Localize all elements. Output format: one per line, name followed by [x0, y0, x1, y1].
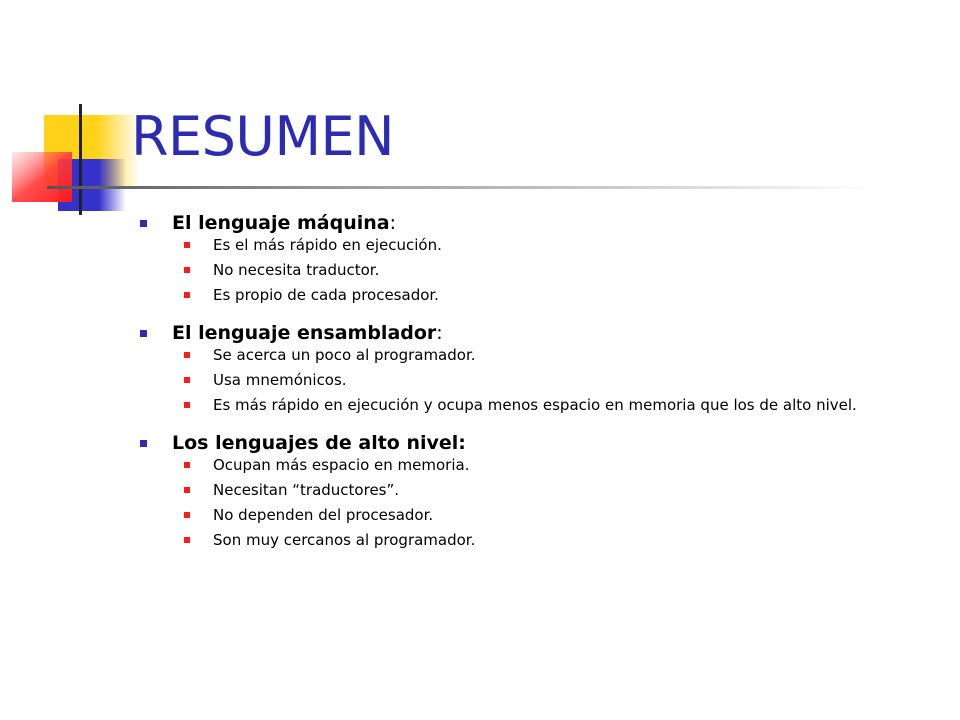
- list-item: [140, 347, 930, 363]
- heading-suffix: :: [389, 212, 397, 234]
- list-item-text: No dependen del procesador.: [213, 506, 434, 524]
- square-bullet-icon: [184, 487, 190, 493]
- list-item: [140, 507, 930, 523]
- section-heading: [140, 209, 930, 237]
- heading-text: El lenguaje ensamblador: [172, 322, 437, 344]
- square-bullet-icon: [184, 292, 190, 298]
- list-item: [140, 237, 930, 253]
- list-item-text: No necesita traductor.: [213, 261, 380, 279]
- list-item-text: Necesitan “traductores”.: [213, 481, 400, 499]
- section-machine-language: [140, 209, 930, 303]
- list-item-text: Ocupan más espacio en memoria.: [213, 456, 470, 474]
- heading-text: Los lenguajes de alto nivel:: [172, 432, 466, 454]
- section-heading: [140, 429, 930, 457]
- corner-decoration: [0, 0, 140, 230]
- section-heading: [140, 319, 930, 347]
- square-bullet-icon: [140, 330, 147, 337]
- square-bullet-icon: [140, 220, 147, 227]
- square-bullet-icon: [184, 267, 190, 273]
- list-item: [140, 287, 930, 303]
- heading-suffix: :: [436, 322, 443, 344]
- section-assembly-language: [140, 319, 930, 413]
- heading-text: El lenguaje máquina: [172, 212, 390, 234]
- list-item: [140, 262, 930, 278]
- square-bullet-icon: [184, 462, 190, 468]
- list-item: [140, 532, 930, 548]
- list-item-text: Usa mnemónicos.: [213, 371, 347, 389]
- vertical-line: [79, 104, 82, 215]
- list-item-text: Es el más rápido en ejecución.: [213, 236, 442, 254]
- list-item: [140, 372, 930, 388]
- list-item-text: Es propio de cada procesador.: [213, 286, 439, 304]
- list-item-text: Son muy cercanos al programador.: [213, 531, 476, 549]
- square-bullet-icon: [140, 440, 147, 447]
- list-item: [140, 482, 930, 498]
- section-high-level-languages: [140, 429, 930, 548]
- square-bullet-icon: [184, 377, 190, 383]
- list-item: [140, 397, 930, 413]
- red-square: [12, 152, 72, 202]
- square-bullet-icon: [184, 242, 190, 248]
- square-bullet-icon: [184, 352, 190, 358]
- square-bullet-icon: [184, 512, 190, 518]
- list-item-text: Es más rápido en ejecución y ocupa menos espacio en memoria que los de alto nivel.: [213, 396, 857, 414]
- square-bullet-icon: [184, 402, 190, 408]
- bullet-list: [140, 209, 930, 564]
- list-item: [140, 457, 930, 473]
- slide-title: RESUMEN: [131, 105, 395, 168]
- title-underline: [47, 186, 877, 189]
- list-item-text: Se acerca un poco al programador.: [213, 346, 476, 364]
- square-bullet-icon: [184, 537, 190, 543]
